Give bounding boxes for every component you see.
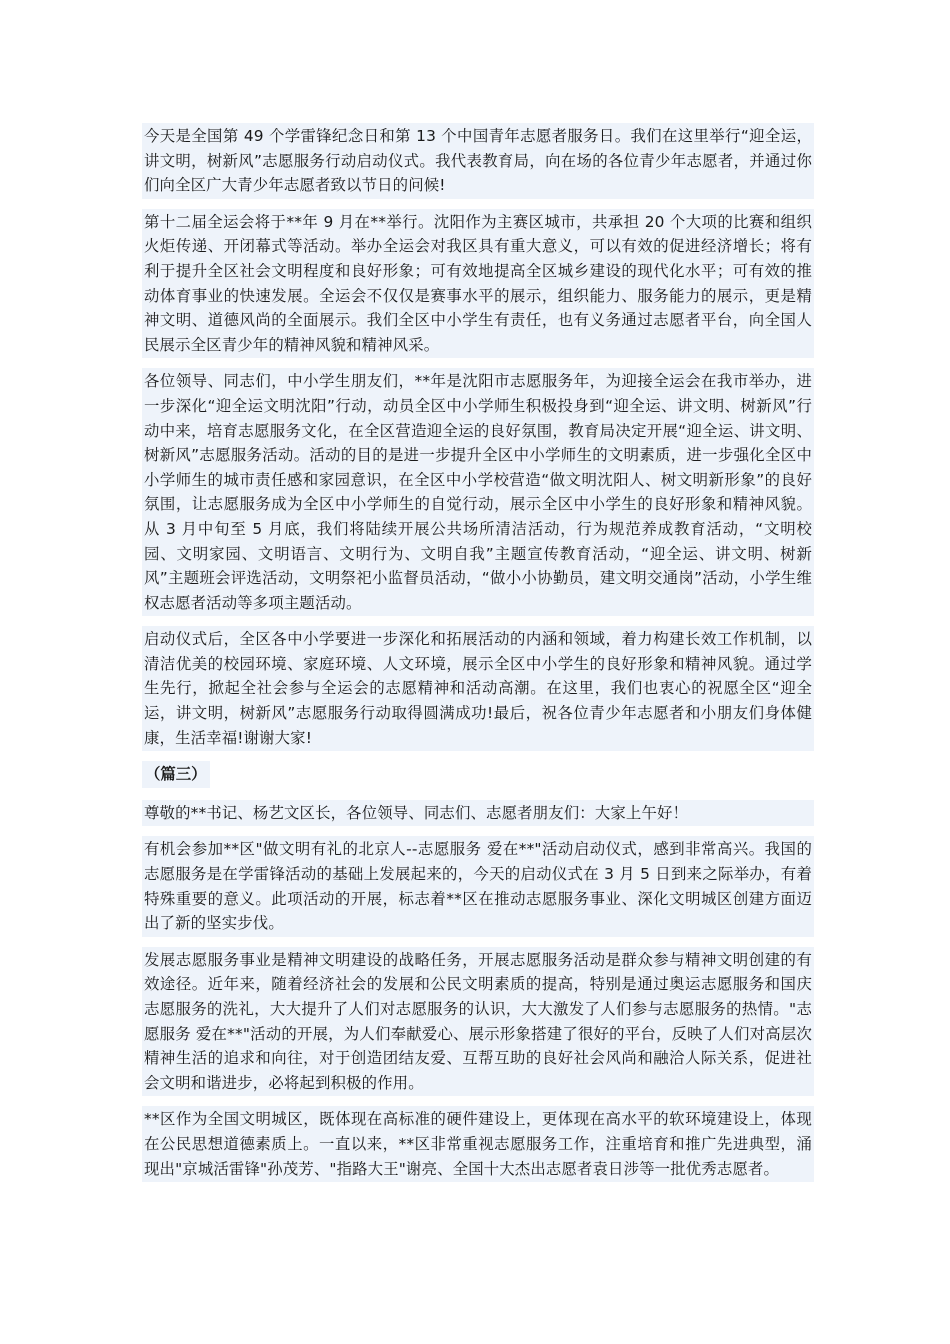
paragraph-civilized-district: **区作为全国文明城区，既体现在高标准的硬件建设上，更体现在高水平的软环境建设上，体现在公民思想道德素质上。一直以来，**区非常重视志愿服务工作，注重培育和推广先进典型，涌现出"京城活雷锋"孙茂芳、"指路大王"谢亮、全国十大杰出志愿者袁日涉等一批优秀志愿者。 [142,1106,814,1182]
section-heading: （篇三） [142,761,210,788]
paragraph-volunteer-development: 发展志愿服务事业是精神文明建设的战略任务，开展志愿服务活动是群众参与精神文明创建的有效途径。近年来，随着经济社会的发展和公民文明素质的提高，特别是通过奥运志愿服务和国庆志愿服务的洗礼，大大提升了人们对志愿服务的认识，大大激发了人们参与志愿服务的热情。"志愿服务 爱在**"活动的开展，为人们奉献爱心、展示形象搭建了很好的平台，反映了人们对高层次精神生活的追求和向往，对于创造团结友爱、互帮互助的良好社会风尚和融洽人际关系，促进社会文明和谐进步，必将起到积极的作用。 [142,947,814,1097]
document-body [142,123,814,1192]
paragraph-opening: 今天是全国第 49 个学雷锋纪念日和第 13 个中国青年志愿者服务日。我们在这里举行“迎全运，讲文明，树新风”志愿服务行动启动仪式。我代表教育局，向在场的各位青少年志愿者，并通过你们向全区广大青少年志愿者致以节日的问候! [142,123,814,199]
paragraph-national-games: 第十二届全运会将于**年 9 月在**举行。沈阳作为主赛区城市，共承担 20 个大项的比赛和组织火炬传递、开闭幕式等活动。举办全运会对我区具有重大意义，可以有效的促进经济增长；将有利于提升全区社会文明程度和良好形象；可有效地提高全区城乡建设的现代化水平；可有效的推动体育事业的快速发展。全运会不仅仅是赛事水平的展示，组织能力、服务能力的展示，更是精神文明、道德风尚的全面展示。我们全区中小学生有责任，也有义务通过志愿者平台，向全国人民展示全区青少年的精神风貌和精神风采。 [142,209,814,359]
section-heading-wrap [142,761,814,800]
paragraph-launch-ceremony: 有机会参加**区"做文明有礼的北京人--志愿服务 爱在**"活动启动仪式，感到非常高兴。我国的志愿服务是在学雷锋活动的基础上发展起来的，今天的启动仪式在 3 月 5 日到来之际举办，有着特殊重要的意义。此项活动的开展，标志着**区在推动志愿服务事业、深化文明城区创建方面迈出了新的坚实步伐。 [142,836,814,936]
paragraph-greeting: 尊敬的**书记、杨艺文区长，各位领导、同志们、志愿者朋友们：大家上午好！ [142,800,814,827]
paragraph-closing: 启动仪式后，全区各中小学要进一步深化和拓展活动的内涵和领域，着力构建长效工作机制，以清洁优美的校园环境、家庭环境、人文环境，展示全区中小学生的良好形象和精神风貌。通过学生先行，掀起全社会参与全运会的志愿精神和活动高潮。在这里，我们也衷心的祝愿全区“迎全运，讲文明，树新风”志愿服务行动取得圆满成功!最后，祝各位青少年志愿者和小朋友们身体健康，生活幸福!谢谢大家! [142,626,814,751]
paragraph-volunteer-year: 各位领导、同志们，中小学生朋友们，**年是沈阳市志愿服务年，为迎接全运会在我市举办，进一步深化“迎全运文明沈阳”行动，动员全区中小学师生积极投身到“迎全运、讲文明、树新风”行动中来，培育志愿服务文化，在全区营造迎全运的良好氛围，教育局决定开展“迎全运、讲文明、树新风”志愿服务活动。活动的目的是进一步提升全区中小学师生的文明素质，进一步强化全区中小学师生的城市责任感和家园意识，在全区中小学校营造“做文明沈阳人、树文明新形象”的良好氛围，让志愿服务成为全区中小学师生的自觉行动，展示全区中小学生的良好形象和精神风貌。从 3 月中旬至 5 月底，我们将陆续开展公共场所清洁活动，行为规范养成教育活动，“文明校园、文明家园、文明语言、文明行为、文明自我”主题宣传教育活动，“迎全运、讲文明、树新风”主题班会评选活动，文明祭祀小监督员活动，“做小小协勤员，建文明交通岗”活动，小学生维权志愿者活动等多项主题活动。 [142,368,814,616]
